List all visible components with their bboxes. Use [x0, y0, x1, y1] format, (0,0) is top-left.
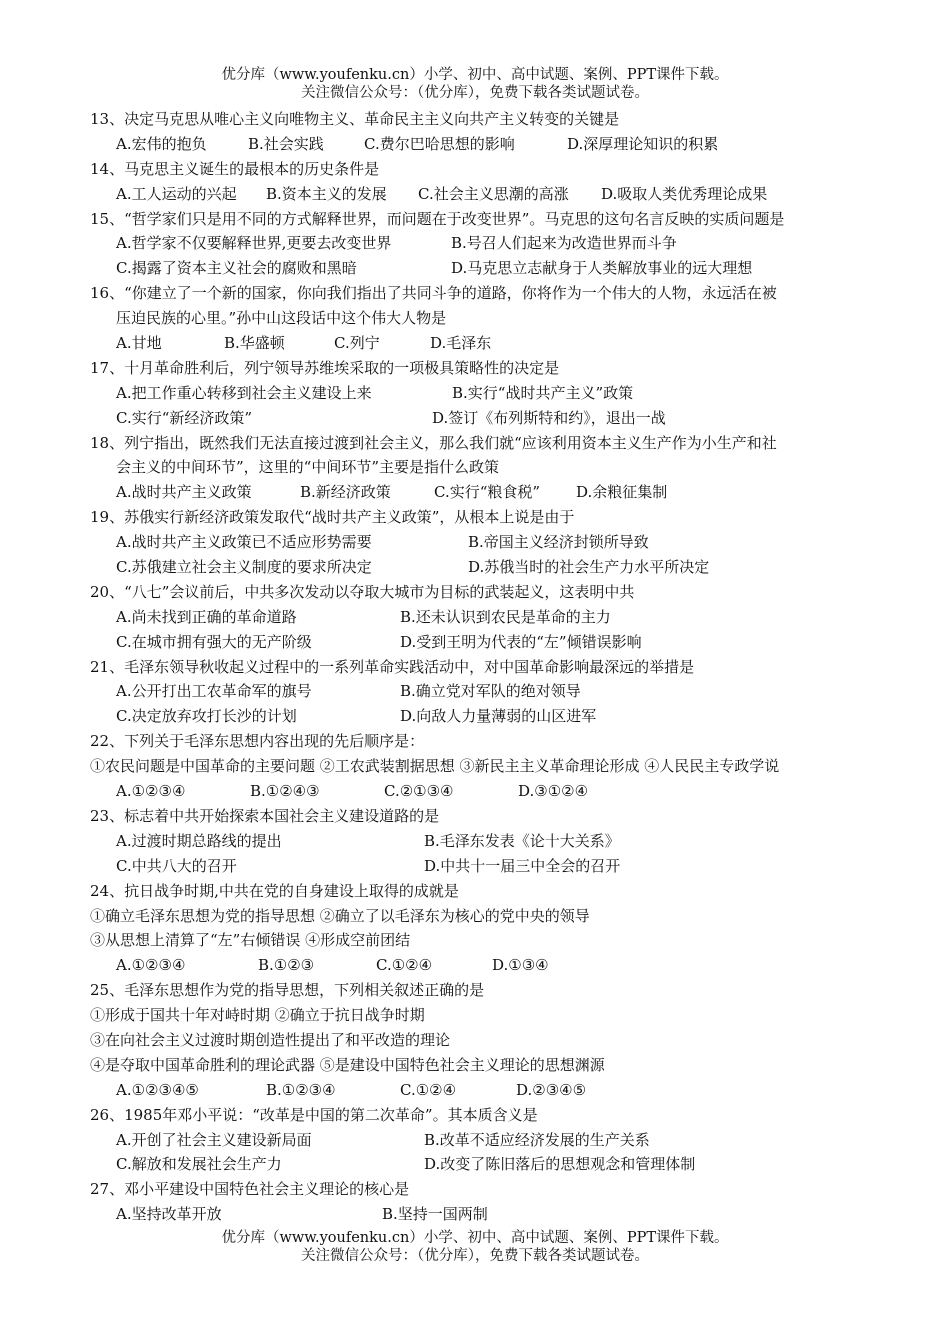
page-header	[0, 66, 950, 102]
option-c: C.列宁	[334, 334, 380, 353]
question-17-options-1	[90, 381, 870, 406]
option-b: B.帝国主义经济封锁所导致	[468, 533, 649, 552]
header-line-2: 关注微信公众号：（优分库），免费下载各类试题试卷。	[301, 85, 649, 101]
question-21-options-1	[90, 679, 870, 704]
question-20-stem: 20、“八七”会议前后，中共多次发动以夺取大城市为目标的武装起义，这表明中共	[90, 582, 635, 601]
option-a: A.尚未找到正确的革命道路	[116, 607, 297, 626]
page-footer	[0, 1229, 950, 1265]
question-18-stem-2: 会主义的中间环节”，这里的“中间环节”主要是指什么政策	[116, 458, 500, 477]
option-d: D.马克思立志献身于人类解放事业的远大理想	[451, 259, 753, 278]
question-21-options-2	[90, 704, 870, 729]
question-26-options-2	[90, 1152, 870, 1177]
option-c: C.决定放弃攻打长沙的计划	[116, 707, 297, 726]
option-a: A.①②③④	[116, 956, 186, 975]
option-d: D.①③④	[492, 956, 549, 975]
question-15-options-1	[90, 231, 870, 256]
question-13-options	[90, 132, 870, 157]
question-17-options-2	[90, 406, 870, 431]
option-c: C.社会主义思潮的高涨	[418, 184, 569, 203]
option-b: B.毛泽东发表《论十大关系》	[424, 831, 620, 850]
option-c: C.①②④	[376, 956, 433, 975]
question-14-options	[90, 182, 870, 207]
option-b: B.还未认识到农民是革命的主力	[400, 607, 611, 626]
question-19-stem: 19、苏俄实行新经济政策发取代“战时共产主义政策”，从根本上说是由于	[90, 508, 575, 527]
option-a: A.工人运动的兴起	[116, 184, 237, 203]
option-b: B.①②③	[258, 956, 315, 975]
option-a: A.哲学家不仅要解释世界,更要去改变世界	[116, 234, 392, 253]
option-a: A.把工作重心转移到社会主义建设上来	[116, 383, 372, 402]
question-16-stem-1: 16、“你建立了一个新的国家，你向我们指出了共同斗争的道路，你将作为一个伟大的人物，永远活在被	[90, 284, 777, 303]
option-d: D.中共十一届三中全会的召开	[424, 856, 621, 875]
question-24-stem: 24、抗日战争时期,中共在党的自身建设上取得的成就是	[90, 881, 459, 900]
option-d: D.苏俄当时的社会生产力水平所决定	[468, 558, 710, 577]
option-c: C.实行“新经济政策”	[116, 408, 253, 427]
question-25-items-1: ①形成于国共十年对峙时期 ②确立于抗日战争时期	[90, 1006, 425, 1025]
option-d: D.吸取人类优秀理论成果	[601, 184, 768, 203]
option-c: C.苏俄建立社会主义制度的要求所决定	[116, 558, 372, 577]
question-20-options-2	[90, 630, 870, 655]
option-c: C.在城市拥有强大的无产阶级	[116, 632, 312, 651]
option-b: B.改革不适应经济发展的生产关系	[424, 1130, 650, 1149]
question-14-stem: 14、马克思主义诞生的最根本的历史条件是	[90, 159, 380, 178]
question-22-items: ①农民问题是中国革命的主要问题 ②工农武装割据思想 ③新民主主义革命理论形成 ④人民民主专政学说	[90, 757, 780, 776]
question-20-options-1	[90, 605, 870, 630]
option-b: B.实行“战时共产主义”政策	[452, 383, 634, 402]
option-a: A.①②③④⑤	[116, 1080, 199, 1099]
question-24-options	[90, 953, 870, 978]
option-d: D.余粮征集制	[576, 483, 668, 502]
question-25-stem: 25、毛泽东思想作为党的指导思想，下列相关叙述正确的是	[90, 981, 485, 1000]
option-a: A.①②③④	[116, 782, 186, 801]
option-d: D.改变了陈旧落后的思想观念和管理体制	[424, 1155, 696, 1174]
option-a: A.宏伟的抱负	[116, 134, 207, 153]
option-c: C.②①③④	[384, 782, 454, 801]
question-15-options-2	[90, 256, 870, 281]
question-26-stem: 26、1985年邓小平说：“改革是中国的第二次革命”。其本质含义是	[90, 1105, 538, 1124]
option-c: C.费尔巴哈思想的影响	[364, 134, 515, 153]
question-16-stem-2: 压迫民族的心里。”孙中山这段话中这个伟大人物是	[116, 309, 447, 328]
option-b: B.坚持一国两制	[382, 1205, 488, 1224]
question-26-options-1	[90, 1128, 870, 1153]
question-22-options	[90, 779, 870, 804]
option-c: C.中共八大的召开	[116, 856, 237, 875]
option-d: D.向敌人力量薄弱的山区进军	[400, 707, 597, 726]
footer-line-2: 关注微信公众号：（优分库），免费下载各类试题试卷。	[301, 1248, 649, 1264]
option-c: C.解放和发展社会生产力	[116, 1155, 282, 1174]
option-b: B.资本主义的发展	[266, 184, 387, 203]
question-13-stem: 13、决定马克思从唯心主义向唯物主义、革命民主主义向共产主义转变的关键是	[90, 110, 620, 128]
option-b: B.社会实践	[248, 134, 324, 153]
option-d: D.②③④⑤	[516, 1080, 587, 1099]
question-15-stem: 15、“哲学家们只是用不同的方式解释世界，而问题在于改变世界”。马克思的这句名言反映的实质问题是	[90, 209, 785, 228]
question-25-items-2: ③在向社会主义过渡时期创造性提出了和平改造的理论	[90, 1030, 451, 1049]
question-16-options	[90, 331, 870, 356]
question-18-options	[90, 480, 870, 505]
question-24-items-1: ①确立毛泽东思想为党的指导思想 ②确立了以毛泽东为核心的党中央的领导	[90, 906, 590, 925]
option-a: A.甘地	[116, 334, 162, 353]
option-c: C.实行“粮食税”	[434, 483, 541, 502]
option-b: B.华盛顿	[224, 334, 285, 353]
footer-line-1: 优分库（www.youfenku.cn）小学、初中、高中试题、案例、PPT课件下载。	[221, 1230, 729, 1246]
question-23-options-2	[90, 854, 870, 879]
question-23-options-1	[90, 829, 870, 854]
question-27-options	[90, 1202, 870, 1227]
option-b: B.号召人们起来为改造世界而斗争	[451, 234, 677, 253]
option-a: A.坚持改革开放	[116, 1205, 222, 1224]
option-a: A.战时共产主义政策已不适应形势需要	[116, 533, 372, 552]
option-d: D.毛泽东	[430, 334, 492, 353]
option-d: D.深厚理论知识的积累	[567, 134, 719, 153]
question-25-options	[90, 1078, 870, 1103]
option-c: C.揭露了资本主义社会的腐败和黑暗	[116, 259, 357, 278]
option-c: C.①②④	[400, 1080, 457, 1099]
option-a: A.战时共产主义政策	[116, 483, 252, 502]
header-line-1: 优分库（www.youfenku.cn）小学、初中、高中试题、案例、PPT课件下载。	[221, 67, 729, 83]
question-23-stem: 23、标志着中共开始探索本国社会主义建设道路的是	[90, 806, 440, 825]
question-list	[90, 107, 870, 1227]
question-18-stem-1: 18、列宁指出，既然我们无法直接过渡到社会主义，那么我们就“应该利用资本主义生产作为小生产和社	[90, 433, 777, 452]
option-b: B.确立党对军队的绝对领导	[400, 682, 581, 701]
question-24-items-2: ③从思想上清算了“左”右倾错误 ④形成空前团结	[90, 931, 411, 950]
question-19-options-2	[90, 555, 870, 580]
option-b: B.①②③④	[266, 1080, 336, 1099]
question-25-items-3: ④是夺取中国革命胜利的理论武器 ⑤是建设中国特色社会主义理论的思想渊源	[90, 1055, 605, 1074]
question-19-options-1	[90, 530, 870, 555]
option-b: B.①②④③	[250, 782, 320, 801]
option-d: D.③①②④	[518, 782, 589, 801]
option-a: A.过渡时期总路线的提出	[116, 831, 282, 850]
option-a: A.开创了社会主义建设新局面	[116, 1130, 312, 1149]
question-17-stem: 17、十月革命胜利后，列宁领导苏维埃采取的一项极具策略性的决定是	[90, 358, 560, 377]
option-b: B.新经济政策	[300, 483, 391, 502]
question-22-stem: 22、下列关于毛泽东思想内容出现的先后顺序是：	[90, 732, 425, 751]
option-d: D.签订《布列斯特和约》，退出一战	[432, 408, 666, 427]
option-d: D.受到王明为代表的“左”倾错误影响	[400, 632, 642, 651]
question-27-stem: 27、邓小平建设中国特色社会主义理论的核心是	[90, 1180, 410, 1199]
option-a: A.公开打出工农革命军的旗号	[116, 682, 312, 701]
question-21-stem: 21、毛泽东领导秋收起义过程中的一系列革命实践活动中，对中国革命影响最深远的举措是	[90, 657, 695, 676]
